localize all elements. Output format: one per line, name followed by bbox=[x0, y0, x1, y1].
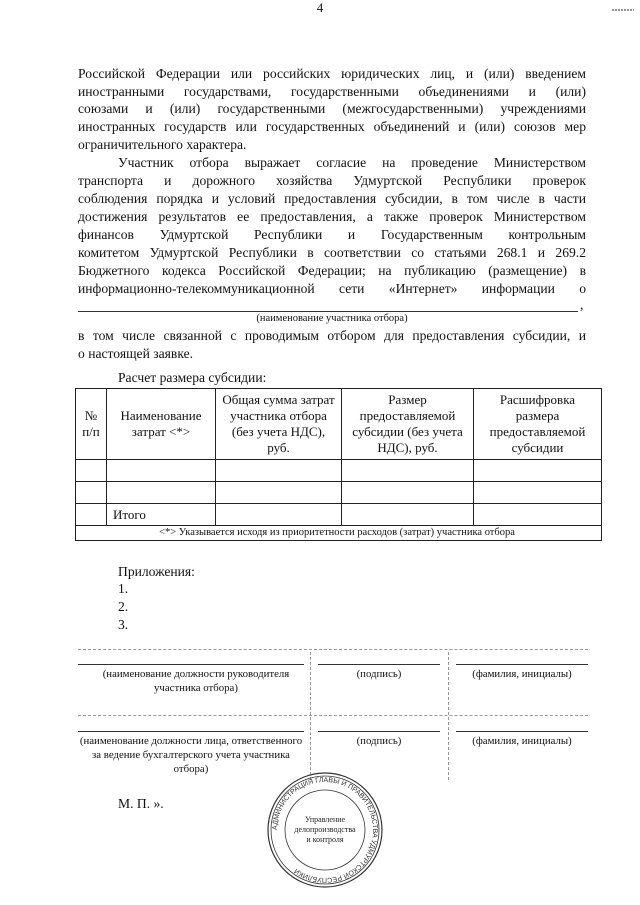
dashed-vertical-divider bbox=[448, 652, 449, 780]
text-line: комитетом Удмуртской Республики в соответствии со статьями 268.1 и 269.2 bbox=[78, 245, 586, 260]
table-cell[interactable] bbox=[216, 460, 342, 482]
table-cell[interactable] bbox=[474, 460, 602, 482]
header-subsidy-amount: Размер предоставляемой субсидии (без учета НДС), руб. bbox=[342, 389, 474, 460]
table-header-row bbox=[76, 389, 602, 460]
table-cell[interactable] bbox=[342, 482, 474, 504]
header-total-costs: Общая сумма затрат участника отбора (без учета НДС), руб. bbox=[216, 389, 342, 460]
stamp-place-label: М. П. ». bbox=[118, 796, 164, 811]
accountant-signature-line bbox=[318, 731, 440, 732]
text-line: союзами и (или) государственными (межгосударственными) учреждениями bbox=[78, 101, 586, 116]
text-line: в том числе связанной с проводимым отбором для предоставления субсидии, и bbox=[78, 328, 586, 343]
text-line: Бюджетного кодекса Российской Федерации; на публикацию (размещение) в bbox=[78, 263, 586, 278]
table-cell[interactable] bbox=[216, 482, 342, 504]
table-row bbox=[76, 482, 602, 504]
text-line: о настоящей заявке. bbox=[78, 346, 194, 361]
dashed-divider bbox=[78, 649, 588, 650]
table-cell[interactable] bbox=[474, 482, 602, 504]
subsidy-calculation-table bbox=[75, 388, 602, 541]
text-line: иностранных государств или государственных объединений и (или) союзов мер bbox=[78, 119, 586, 134]
text-line: иностранными государствами, государственными объединениями и (или) bbox=[78, 84, 586, 99]
seal-inner-line: делопроизводства bbox=[294, 825, 356, 834]
accountant-signature-caption: (подпись) bbox=[356, 735, 402, 747]
total-label: Итого bbox=[107, 504, 216, 526]
table-cell[interactable] bbox=[107, 482, 216, 504]
participant-name-caption: (наименование участника отбора) bbox=[256, 313, 408, 324]
seal-ring-text: АДМИНИСТРАЦИЯ ГЛАВЫ И ПРАВИТЕЛЬСТВА УДМУРТСКОЙ РЕСПУБЛИКИ bbox=[271, 776, 379, 884]
text-line: ограничительного характера. bbox=[78, 137, 247, 152]
head-signature-line bbox=[318, 664, 440, 665]
header-cost-name: Наименование затрат <*> bbox=[107, 389, 216, 460]
accountant-name-caption: (фамилия, инициалы) bbox=[472, 735, 572, 747]
table-cell[interactable] bbox=[76, 482, 107, 504]
head-position-line bbox=[78, 664, 304, 665]
head-name-line bbox=[456, 664, 588, 665]
attachments-title: Приложения: bbox=[118, 564, 195, 579]
page-number: 4 bbox=[316, 0, 324, 15]
accountant-position-line bbox=[78, 731, 304, 732]
accountant-position-caption: (наименование должности лица, ответственного за ведение бухгалтерского учета участника отбора) bbox=[79, 735, 303, 775]
table-cell[interactable] bbox=[474, 504, 602, 526]
table-cell[interactable] bbox=[107, 460, 216, 482]
participant-name-blank-line bbox=[78, 311, 578, 312]
text-line: транспорта и дорожного хозяйства Удмуртской Республики проверок bbox=[78, 173, 586, 188]
dashed-divider bbox=[78, 715, 588, 716]
text-line: Российской Федерации или российских юридических лиц, и (или) введением bbox=[78, 66, 586, 81]
text-line: соблюдения порядка и условий предоставления субсидии, в том числе в части bbox=[78, 191, 586, 206]
calc-title: Расчет размера субсидии: bbox=[118, 370, 267, 385]
header-number: № п/п bbox=[76, 389, 107, 460]
table-cell[interactable] bbox=[76, 504, 107, 526]
head-name-caption: (фамилия, инициалы) bbox=[472, 668, 572, 680]
table-total-row bbox=[76, 504, 602, 526]
corner-scan-mark bbox=[612, 0, 634, 6]
table-footnote-row bbox=[76, 526, 602, 541]
attachment-item: 1. bbox=[118, 581, 129, 596]
accountant-name-line bbox=[456, 731, 588, 732]
table-cell[interactable] bbox=[342, 460, 474, 482]
text-line: достижения результатов ее предоставления, а также проверок Министерством bbox=[78, 209, 586, 224]
text-line: информационно-телекоммуникационной сети «Интернет» информации о bbox=[78, 281, 586, 296]
table-footnote: <*> Указывается исходя из приоритетности расходов (затрат) участника отбора bbox=[76, 526, 602, 541]
header-subsidy-breakdown: Расшифровка размера предоставляемой субсидии bbox=[474, 389, 602, 460]
text-line: Участник отбора выражает согласие на проведение Министерством bbox=[118, 155, 586, 170]
table-cell[interactable] bbox=[342, 504, 474, 526]
table-cell[interactable] bbox=[216, 504, 342, 526]
seal-graphic bbox=[265, 770, 385, 890]
attachment-item: 2. bbox=[118, 599, 129, 614]
blank-line-comma: , bbox=[580, 297, 584, 312]
attachment-item: 3. bbox=[118, 617, 129, 632]
table-row bbox=[76, 460, 602, 482]
seal-inner-line: Управление bbox=[304, 815, 346, 824]
dashed-vertical-divider bbox=[310, 652, 311, 780]
head-position-caption: (наименование должности руководителя участника отбора) bbox=[102, 668, 290, 694]
seal-inner-line: и контроля bbox=[306, 835, 344, 844]
table-cell[interactable] bbox=[76, 460, 107, 482]
head-signature-caption: (подпись) bbox=[356, 668, 402, 680]
official-seal bbox=[265, 770, 385, 890]
text-line: финансов Удмуртской Республики и Государственным контрольным bbox=[78, 227, 586, 242]
